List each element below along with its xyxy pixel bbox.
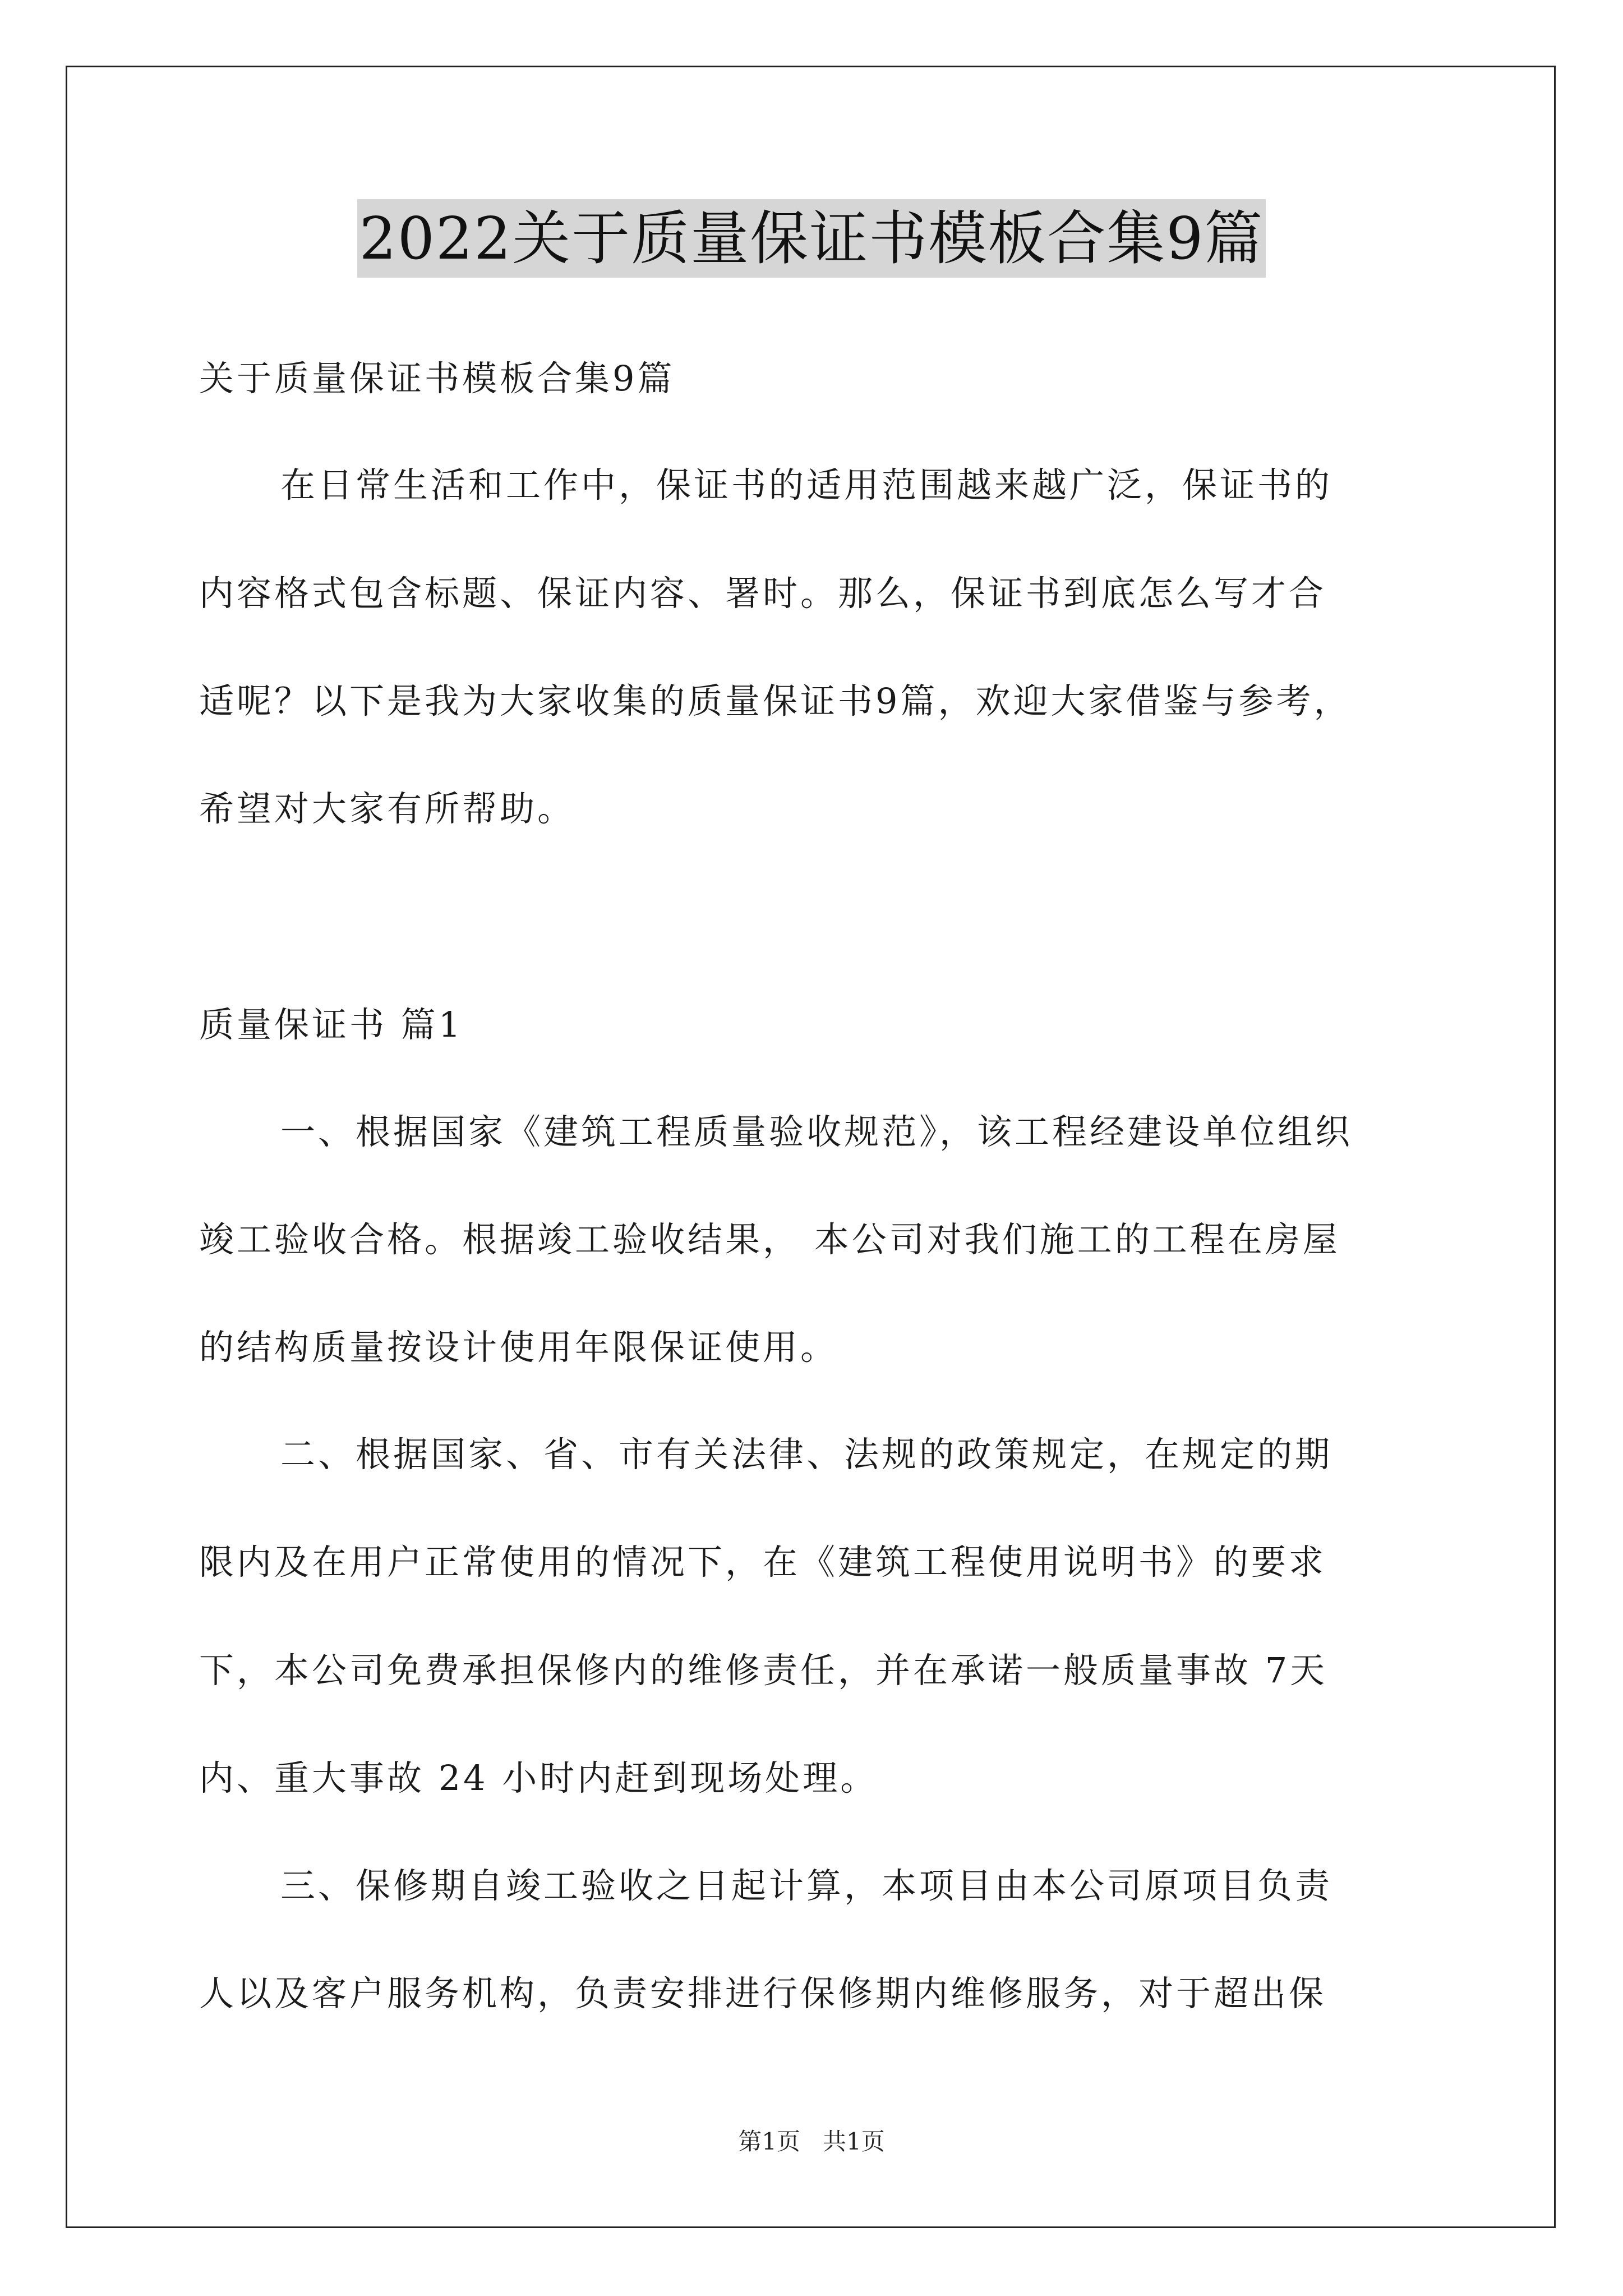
body-line: 的结构质量按设计使用年限保证使用。: [199, 1327, 838, 1368]
document-title: 2022关于质量保证书模板合集9篇: [357, 199, 1266, 278]
body-line: 限内及在用户正常使用的情况下，在《建筑工程使用说明书》的要求: [199, 1542, 1327, 1582]
body-line: 下，本公司免费承担保修内的维修责任，并在承诺一般质量事故 7天: [199, 1650, 1328, 1691]
body-line: 内、重大事故 24 小时内赶到现场处理。: [199, 1757, 878, 1798]
body-line: 一、根据国家《建筑工程质量验收规范》，该工程经建设单位组织: [280, 1111, 1353, 1152]
body-line: 竣工验收合格。根据竣工验收结果， 本公司对我们施工的工程在房屋: [199, 1219, 1340, 1260]
intro-line: 在日常生活和工作中，保证书的适用范围越来越广泛，保证书的: [280, 464, 1333, 505]
intro-line: 希望对大家有所帮助。: [199, 788, 575, 829]
body-line: 二、根据国家、省、市有关法律、法规的政策规定，在规定的期: [280, 1434, 1333, 1475]
section-heading: 质量保证书 篇1: [199, 1004, 464, 1045]
page-footer: 第1页 共1页: [738, 2128, 885, 2155]
title-container: [0, 199, 1623, 278]
body-line: 人以及客户服务机构，负责安排进行保修期内维修服务，对于超出保: [199, 1973, 1327, 2014]
intro-line: 内容格式包含标题、保证内容、署时。那么，保证书到底怎么写才合: [199, 573, 1327, 614]
body-line: 三、保修期自竣工验收之日起计算，本项目由本公司原项目负责: [280, 1865, 1333, 1906]
document-subtitle: 关于质量保证书模板合集9篇: [199, 358, 675, 399]
intro-line: 适呢？以下是我为大家收集的质量保证书9篇，欢迎大家借鉴与参考，: [199, 680, 1352, 721]
